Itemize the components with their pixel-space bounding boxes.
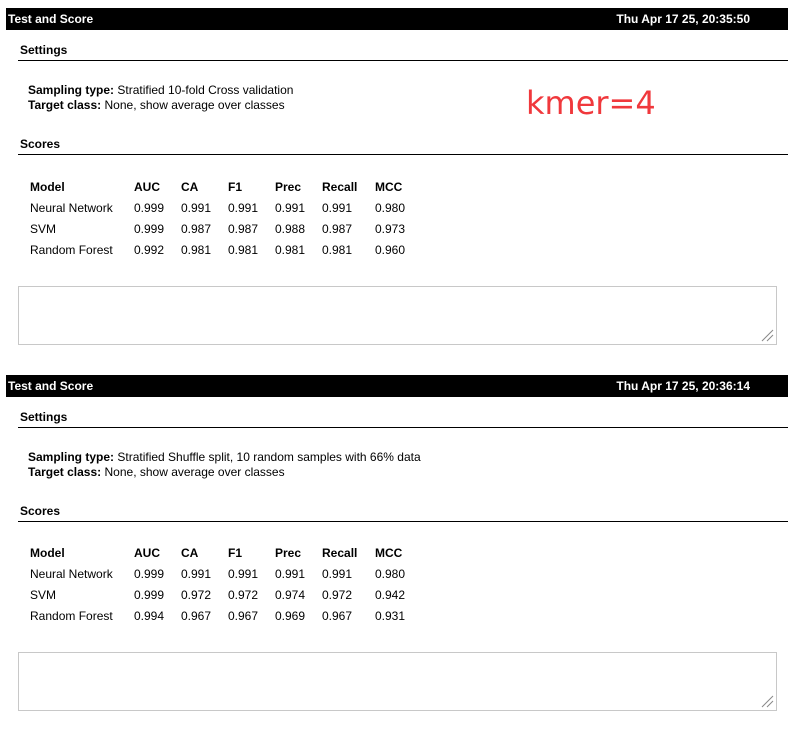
- ca-cell: 0.991: [181, 200, 212, 215]
- recall-cell: 0.972: [322, 587, 353, 602]
- column-header: Prec: [275, 545, 302, 560]
- column-header: Recall: [322, 545, 358, 560]
- mcc-cell: 0.973: [375, 221, 406, 236]
- table-row: [26, 218, 418, 239]
- recall-cell: 0.991: [322, 566, 353, 581]
- model-cell: SVM: [30, 221, 57, 236]
- table-row: [26, 197, 418, 218]
- kmer-annotation: kmer=4: [526, 84, 656, 122]
- settings-text: [28, 83, 293, 113]
- table-header-row: [26, 542, 418, 563]
- report-timestamp: Thu Apr 17 25, 20:36:14: [616, 379, 750, 393]
- mcc-cell: 0.980: [375, 200, 406, 215]
- auc-cell: 0.994: [134, 608, 165, 623]
- recall-cell: 0.991: [322, 200, 353, 215]
- column-header: F1: [228, 179, 243, 194]
- column-header: AUC: [134, 179, 160, 194]
- column-header: AUC: [134, 545, 160, 560]
- scores-table: [26, 542, 418, 626]
- sampling-type-label: Sampling type:: [28, 450, 115, 464]
- settings-heading: Settings: [18, 408, 788, 428]
- recall-cell: 0.981: [322, 242, 353, 257]
- target-class-label: Target class:: [28, 465, 102, 479]
- model-cell: Neural Network: [30, 566, 113, 581]
- ca-cell: 0.967: [181, 608, 212, 623]
- report-title: Test and Score: [8, 379, 94, 393]
- sampling-type-value: Stratified 10-fold Cross validation: [117, 83, 294, 97]
- ca-cell: 0.991: [181, 566, 212, 581]
- table-row: [26, 239, 418, 260]
- settings-text: [28, 450, 421, 480]
- column-header: Recall: [322, 179, 358, 194]
- prec-cell: 0.991: [275, 566, 306, 581]
- table-header-row: [26, 176, 418, 197]
- f1-cell: 0.967: [228, 608, 259, 623]
- sampling-type-value: Stratified Shuffle split, 10 random samples with 66% data: [117, 450, 421, 464]
- model-cell: SVM: [30, 587, 57, 602]
- column-header: Model: [30, 179, 65, 194]
- report-title: Test and Score: [8, 12, 94, 26]
- scores-heading: Scores: [18, 135, 788, 155]
- model-cell: Neural Network: [30, 200, 113, 215]
- f1-cell: 0.991: [228, 200, 259, 215]
- report-timestamp: Thu Apr 17 25, 20:35:50: [616, 12, 750, 26]
- target-class-value: None, show average over classes: [104, 465, 285, 479]
- column-header: CA: [181, 545, 199, 560]
- f1-cell: 0.972: [228, 587, 259, 602]
- report-titlebar: [6, 8, 788, 30]
- model-cell: Random Forest: [30, 242, 113, 257]
- prec-cell: 0.981: [275, 242, 306, 257]
- table-row: [26, 563, 418, 584]
- mcc-cell: 0.960: [375, 242, 406, 257]
- prec-cell: 0.988: [275, 221, 306, 236]
- model-cell: Random Forest: [30, 608, 113, 623]
- ca-cell: 0.972: [181, 587, 212, 602]
- comment-textarea[interactable]: [18, 286, 777, 345]
- mcc-cell: 0.942: [375, 587, 406, 602]
- sampling-type-label: Sampling type:: [28, 83, 115, 97]
- settings-heading: Settings: [18, 41, 788, 61]
- scores-table: [26, 176, 418, 260]
- table-row: [26, 605, 418, 626]
- column-header: MCC: [375, 179, 403, 194]
- f1-cell: 0.981: [228, 242, 259, 257]
- comment-textarea[interactable]: [18, 652, 777, 711]
- auc-cell: 0.999: [134, 200, 165, 215]
- auc-cell: 0.999: [134, 221, 165, 236]
- column-header: F1: [228, 545, 243, 560]
- prec-cell: 0.969: [275, 608, 306, 623]
- f1-cell: 0.987: [228, 221, 259, 236]
- recall-cell: 0.987: [322, 221, 353, 236]
- auc-cell: 0.999: [134, 587, 165, 602]
- scores-heading: Scores: [18, 502, 788, 522]
- recall-cell: 0.967: [322, 608, 353, 623]
- mcc-cell: 0.931: [375, 608, 406, 623]
- column-header: MCC: [375, 545, 403, 560]
- ca-cell: 0.981: [181, 242, 212, 257]
- prec-cell: 0.974: [275, 587, 306, 602]
- mcc-cell: 0.980: [375, 566, 406, 581]
- report-titlebar: [6, 375, 788, 397]
- target-class-value: None, show average over classes: [104, 98, 285, 112]
- auc-cell: 0.992: [134, 242, 165, 257]
- auc-cell: 0.999: [134, 566, 165, 581]
- table-row: [26, 584, 418, 605]
- column-header: CA: [181, 179, 199, 194]
- resize-grip-icon[interactable]: [760, 328, 774, 342]
- target-class-label: Target class:: [28, 98, 102, 112]
- f1-cell: 0.991: [228, 566, 259, 581]
- resize-grip-icon[interactable]: [760, 694, 774, 708]
- column-header: Prec: [275, 179, 302, 194]
- prec-cell: 0.991: [275, 200, 306, 215]
- ca-cell: 0.987: [181, 221, 212, 236]
- column-header: Model: [30, 545, 65, 560]
